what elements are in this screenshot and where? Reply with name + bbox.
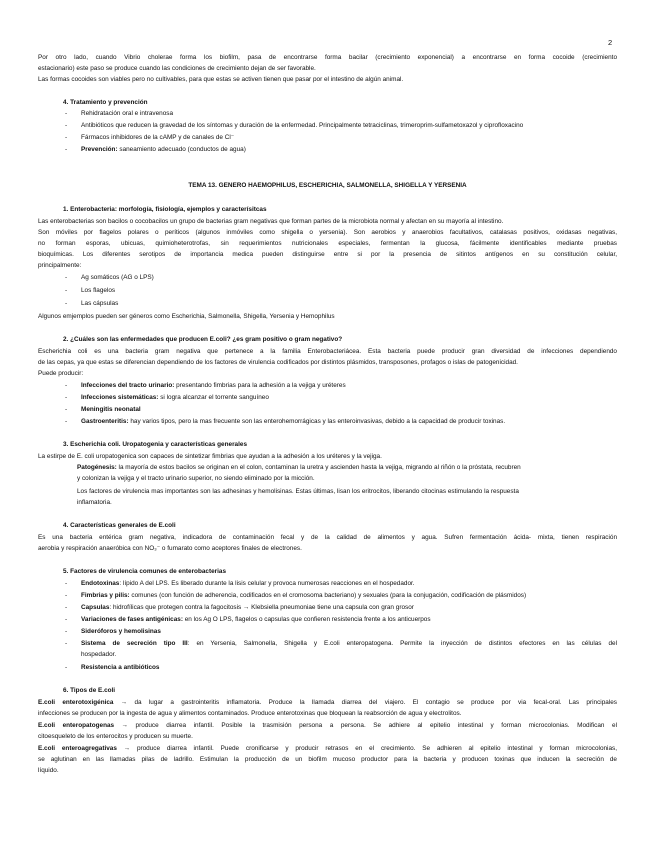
tema-title: TEMA 13. GENERO HAEMOPHILUS, ESCHERICHIA, SALMONELLA, SHIGELLA Y YERSENIA <box>188 182 467 189</box>
item-text: hay varios tipos, pero la mas frecuente son las enterohemorrágicas y las enteroinvasivas, debido a la capacidad de producir toxinas. <box>128 418 506 425</box>
bullet-dash: - <box>65 394 68 401</box>
item-text: en los Ag O LPS, flagelos o capsulas que confieren resistencia frente a los anticuerpos <box>182 616 431 623</box>
bullet-dash: - <box>65 134 68 141</box>
list-item: Antibióticos que reducen la gravedad de los síntomas y duración de la enfermedad. Principalmente tetraciclinas, trimeroprim-sulfametoxazol y ciprofloxacino <box>81 122 524 129</box>
bullet-dash: - <box>65 382 68 389</box>
item-bold: Capsulas <box>81 604 110 611</box>
item-bold: Meningitis neonatal <box>81 406 141 413</box>
section-heading-virulencia: 5. Factores de virulencia comunes de enterobacterias <box>63 568 227 575</box>
item-text: : hidrofílicas que protegen contra la fagocitosis → Klebsiella pneumoniae tiene una capsula con gran grosor <box>109 604 414 611</box>
paragraph-line: de las cepas, ya que estas se diferencian dependiendo de los factores de virulencia codificados por distintos plásmidos, transposones, profagos o islas de patogenicidad. <box>38 359 518 366</box>
section-heading-tratamiento: 4. Tratamiento y prevención <box>63 99 148 106</box>
bullet-dash: - <box>65 628 68 635</box>
bullet-dash: - <box>65 592 68 599</box>
section-heading-caracteristicas: 4. Características generales de E.coli <box>63 522 176 529</box>
item-bold: Infecciones sistemáticas: <box>81 394 159 401</box>
paragraph-line: se aglutinan en las llamadas pilas de ladrillo. Estimulan la producción de un biofilm mucoso productor para la bacteria y producen toxinas que inducen la secreción de <box>38 756 617 763</box>
list-item-continuation: hospedador. <box>81 651 117 658</box>
paragraph-line: bioquímicas. Los diferentes serotipos de importancia medica pueden distinguirse entre si por la presencia de sitintos antígenos en su constitución celular, <box>38 251 617 258</box>
type-text: produce diarrea infantil. Posible la trasmisión persona a persona. Se adhiere al epitelio intestinal y forman microcolonias. Modifican el <box>128 722 617 729</box>
item-bold: Gastroenteritis: <box>81 418 129 425</box>
bullet-dash: - <box>65 640 68 647</box>
bullet-dash: - <box>65 300 68 307</box>
list-item <box>81 406 141 414</box>
paragraph-line: no forman esporas, ubicuas, quimioheterotrofas, sin requerimientos nutricionales especiales, fermentan la glucosa, fácilmente identificables mediante pruebas <box>38 240 617 247</box>
section-heading-enterobacteria: 1. Enterobacteria: morfología, fisiología, ejemplos y caracterísitcas <box>63 206 267 213</box>
paragraph-line: inflamatoria. <box>77 499 112 506</box>
list-item <box>81 628 161 636</box>
paragraph-line: La estirpe de E. coli uropatogenica son capaces de sintetizar fimbrias que ayudan a la adhesión a los uréteres y la vejiga. <box>38 453 382 460</box>
list-item <box>81 640 617 648</box>
list-item <box>81 664 160 672</box>
bullet-dash: - <box>65 664 68 671</box>
paragraph-line <box>38 745 617 753</box>
list-item <box>81 418 505 426</box>
patogenesis-label: Patogénesis: <box>77 464 117 471</box>
section-heading-tipos: 6. Tipos de E.coli <box>63 687 116 694</box>
item-text: comunes (con función de adherencia, codificados en el cromosoma bacteriano) y sexuales (para la conjugación, codificación de plásmidos) <box>129 592 527 599</box>
paragraph-line <box>77 464 521 472</box>
item-text: saneamiento adecuado (conductos de agua) <box>117 146 246 153</box>
bullet-dash: - <box>65 274 68 281</box>
item-bold: Variaciones de fases antigénicas: <box>81 616 183 623</box>
paragraph-line <box>38 722 617 730</box>
list-item <box>81 604 414 612</box>
list-item <box>81 592 526 600</box>
paragraph-line: principalmente: <box>38 262 82 269</box>
bullet-dash: - <box>65 616 68 623</box>
paragraph-line: Escherichia coli es una bacteria gram negativa que pertenece a la familia Enterobacteriácea. Esta bacteria puede producir gran diversidad de infecciones dependiendo <box>38 348 617 355</box>
bullet-dash: - <box>65 110 68 117</box>
paragraph-line: Los factores de virulencia mas importantes son las adhesinas y hemolisinas. Estas últimas, lisan los eritrocitos, liberando citocinas estimulando la respuesta <box>77 488 519 495</box>
item-bold: Infecciones del tracto urinario: <box>81 382 175 389</box>
bullet-dash: - <box>65 146 68 153</box>
list-item: Las cápsulas <box>81 300 119 307</box>
item-text: : en Yersenia, Salmonella, Shigella y E.coli enteropatogena. Permite la inyección de distintos efectores en las células del <box>187 640 617 647</box>
list-item: Rehidratación oral e intravenosa <box>81 110 174 117</box>
intro-line-1: Por otro lado, cuando Vibrio cholerae forma los biofilm, pasa de encontrarse forma bacilar (crecimiento exponencial) a encontrarse en forma cocoide (crecimiento <box>38 54 617 61</box>
type-text: produce diarrea infantil. Puede cronificarse y producir retrasos en el crecimiento. Se adhieren al epitelio intestinal y forman microcolonias, <box>130 745 617 752</box>
list-item: Los flagelos <box>81 287 116 294</box>
list-item <box>81 394 269 402</box>
item-bold: Resistencia a antibióticos <box>81 664 160 671</box>
intro-line-3: Las formas cocoides son viables pero no cultivables, para que estas se activen tienen que pasar por el intestino de algún animal. <box>38 76 404 83</box>
type-label: E.coli enteroagregativas → <box>38 745 131 752</box>
type-label: E.coli enterotoxigénica → <box>38 699 128 706</box>
type-text: da lugar a gastrointeritis inflamatoria. Produce la llamada diarrea del viajero. El contagio se produce por via fecal-oral. Las principales <box>127 699 617 706</box>
paragraph-line: Son móviles por flagelos polares o períticos (algunos inmóviles como shigella o yersenia). Son aerobios y anaerobios facultativos, catalasas positivos, oxidasas negativas, <box>38 229 617 236</box>
item-bold: Fimbrias y pilis: <box>81 592 130 599</box>
list-item <box>81 146 246 154</box>
bullet-dash: - <box>65 580 68 587</box>
patogenesis-text: la mayoría de estos bacilos se originan en el colon, contaminan la uretra y ascienden hasta la vejiga, migrando al riñón o la próstata, recubren <box>116 464 521 471</box>
item-text: presentando fimbrias para la adhesión a la vejiga y uréteres <box>174 382 346 389</box>
bullet-dash: - <box>65 287 68 294</box>
bullet-dash: - <box>65 604 68 611</box>
item-bold: Sideróforos y hemolisinas <box>81 628 161 635</box>
paragraph-line: Las enterobacterias son bacilos o cocobacilos un grupo de bacterias gram negativas que forman partes de la microbiota normal y afectan en su mayoría al intestino. <box>38 218 504 225</box>
type-label: E.coli enteropatogenas → <box>38 722 129 729</box>
list-item: Ag somáticos (AG o LPS) <box>81 274 154 281</box>
paragraph-line: aerobia y respiración anaeróbica con NO₃⁻ o fumarato como aceptores finales de electrones. <box>38 545 302 552</box>
bullet-dash: - <box>65 406 68 413</box>
paragraph-line <box>38 699 617 707</box>
paragraph-line: citoesqueleto de los enterocitos y producen su muerte. <box>38 733 193 740</box>
list-item <box>81 616 431 624</box>
item-text: : lípido A del LPS. Es liberado durante la lisis celular y provoca numerosas reacciones en el hospedador. <box>119 580 415 587</box>
list-item <box>81 580 415 588</box>
paragraph-line: infecciones se producen por la ingesta de agua y alimentos contaminados. Produce enterotoxinas que bloquean la reabsorción de agua y electrolitos. <box>38 710 462 717</box>
page-number: 2 <box>608 38 613 47</box>
paragraph-line: y colonizan la vejiga y el tracto urinario superior, no siendo eliminado por la micción. <box>77 475 315 482</box>
bullet-dash: - <box>65 122 68 129</box>
list-item <box>81 382 346 390</box>
item-bold: Sistema de secreción tipo III <box>81 640 188 647</box>
paragraph-line: líquido. <box>38 767 59 774</box>
intro-line-2: estacionario) este paso se produce cuando las condiciones de crecimiento dejan de ser favorable. <box>38 65 316 72</box>
section-heading-uropatogenia: 3. Escherichia coli. Uropatogenia y características generales <box>63 441 247 448</box>
paragraph-line: Algunos emjemplos pueden ser géneros como Escherichia, Salmonella, Shigella, Yersenia y Hemophilus <box>38 313 335 320</box>
list-item: Fármacos inhibidores de la cAMP y de canales de Cl⁻ <box>81 134 235 141</box>
item-text: si logra alcanzar el torrente sanguíneo <box>158 394 269 401</box>
item-bold: Endotoxinas <box>81 580 120 587</box>
paragraph-line: Es una bacteria entérica gram negativa, indicadora de contaminación fecal y de la calidad de alimentos y agua. Sufren fermentación ácida- mixta, tienen respiración <box>38 534 617 541</box>
item-bold: Prevención: <box>81 146 118 153</box>
bullet-dash: - <box>65 418 68 425</box>
paragraph-line: Puede producir: <box>38 370 84 377</box>
section-heading-enfermedades: 2. ¿Cuáles son las enfermedades que producen E.coli? ¿es gram positivo o gram negativo? <box>63 336 343 343</box>
